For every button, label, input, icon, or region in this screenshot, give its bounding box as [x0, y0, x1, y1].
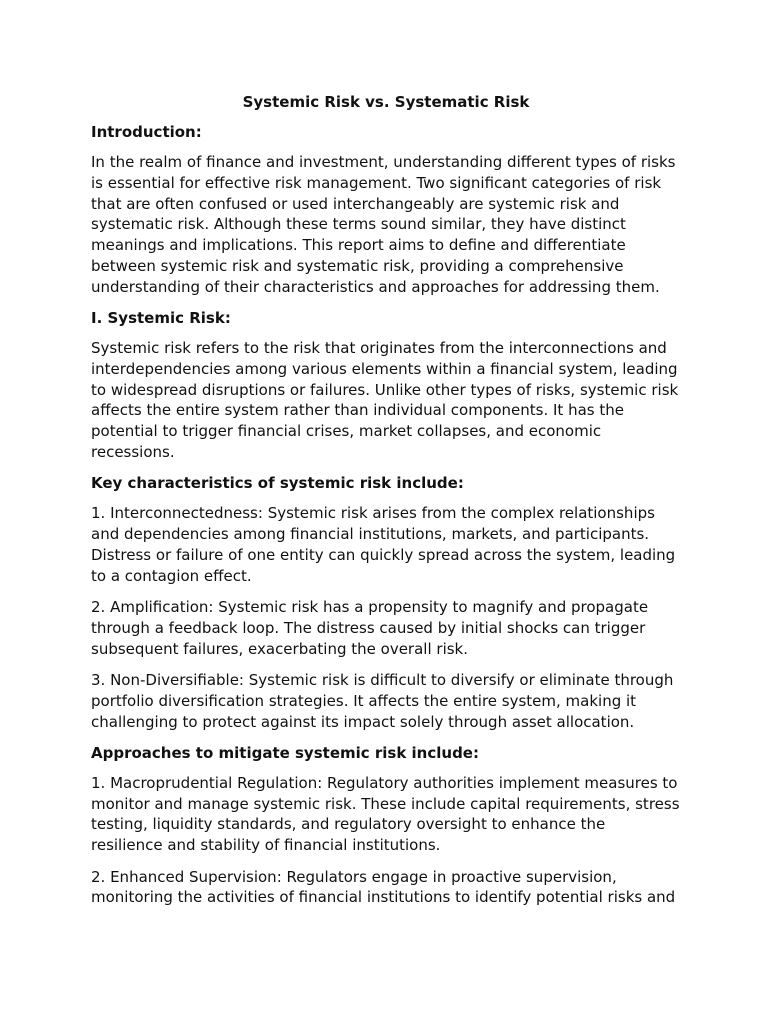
intro-heading: Introduction:	[91, 123, 202, 141]
document-body	[91, 92, 681, 919]
approach-item: 2. Enhanced Supervision: Regulators engage in proactive supervision, monitoring the activities of financial institutions to identify potential risks and	[91, 867, 676, 907]
characteristics-heading: Key characteristics of systemic risk include:	[91, 474, 464, 493]
characteristic-item: 3. Non-Diversifiable: Systemic risk is difficult to diversify or eliminate through portfolio diversification strategies. It affects the entire system, making it challenging to protect against its impact solely through asset allocation.	[91, 670, 674, 731]
characteristic-item: 2. Amplification: Systemic risk has a propensity to magnify and propagate through a feedback loop. The distress caused by initial shocks can trigger subsequent failures, exacerbating the overall risk.	[91, 598, 649, 658]
intro-paragraph: In the realm of finance and investment, understanding different types of risks is essential for effective risk management. Two significant categories of risk that are often confused or used interchangeably are systemic risk and systematic risk. Although these terms sound similar, they have distinct meanings and implications. This report aims to define and differentiate between systemic risk and systematic risk, providing a comprehensive understanding of their characteristics and approaches for addressing them.	[91, 153, 676, 296]
section1-paragraph: Systemic risk refers to the risk that originates from the interconnections and interdependencies among various elements within a financial system, leading to widespread disruptions or failures. Unlike other types of risks, systemic risk affects the entire system rather than individual components. It has the potential to trigger financial crises, market collapses, and economic recessions.	[91, 339, 679, 462]
approach-item: 1. Macroprudential Regulation: Regulatory authorities implement measures to monitor and manage systemic risk. These include capital requirements, stress testing, liquidity standards, and regulatory oversight to enhance the resilience and stability of financial institutions.	[91, 773, 680, 855]
section1-heading: I. Systemic Risk:	[91, 309, 231, 328]
characteristic-item: 1. Interconnectedness: Systemic risk arises from the complex relationships and dependencies among financial institutions, markets, and participants. Distress or failure of one entity can quickly spread across the system, leading to a contagion effect.	[91, 504, 676, 585]
document-title: Systemic Risk vs. Systematic Risk	[242, 93, 530, 111]
approaches-heading: Approaches to mitigate systemic risk include:	[91, 743, 479, 762]
